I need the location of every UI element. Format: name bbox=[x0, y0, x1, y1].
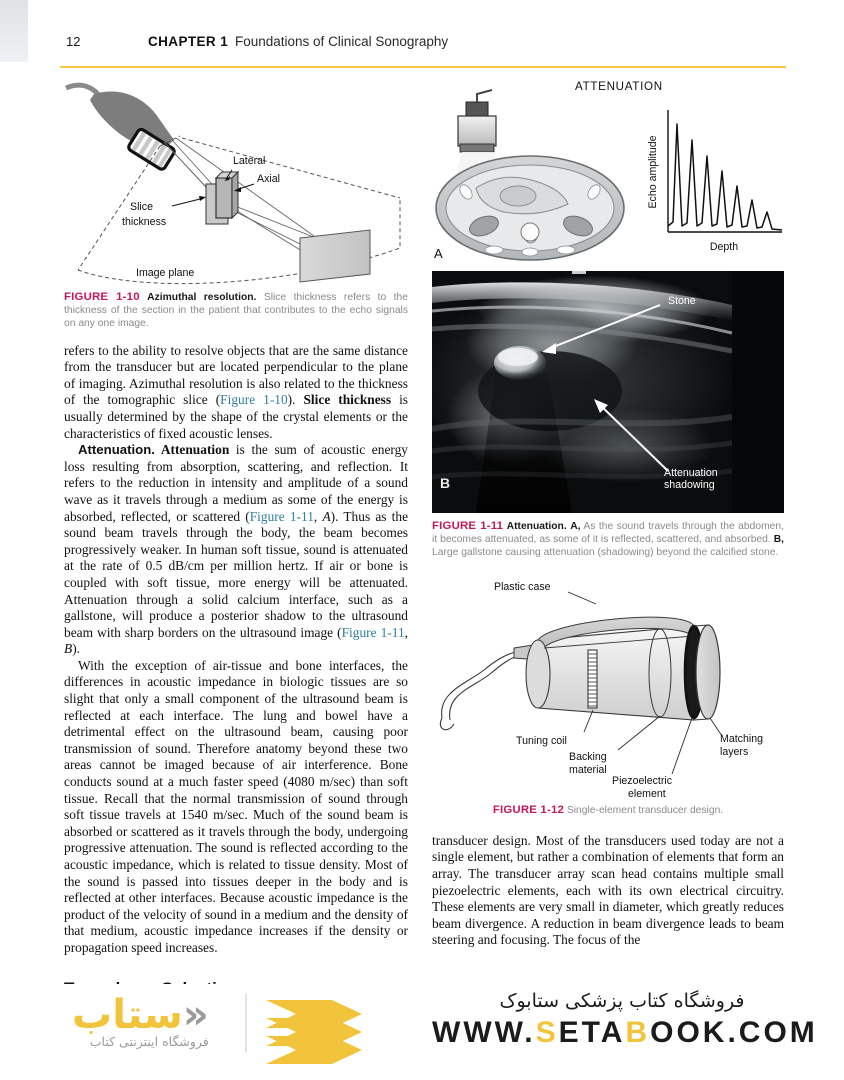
label-backing-material-1: Backing bbox=[569, 750, 607, 763]
p2-runin-head: Attenuation. bbox=[78, 442, 155, 458]
figure-1-10-title: Azimuthal resolution. bbox=[147, 292, 257, 303]
figure-1-12-artwork bbox=[432, 574, 784, 802]
panel-label-a: A bbox=[434, 246, 443, 261]
footer-watermark bbox=[0, 984, 844, 1080]
p2-part4: , bbox=[404, 624, 408, 640]
label-tuning-coil: Tuning coil bbox=[516, 734, 567, 747]
p1-part3: is usually determined by the shape of the crystal elements or the characteristics of fixed acoustic lenses. bbox=[64, 392, 409, 441]
figure-1-11-text-a: As the sound travels through the abdomen, it becomes attenuated, as some of it is reflected, scattered, and absorbed. bbox=[432, 521, 784, 546]
setabook-url bbox=[432, 1016, 818, 1050]
paragraph-transducer-array: transducer design. Most of the transducers used today are not a single element, but rather a combination of elements that form an array. The transducer array scan head contains multiple small piezoelectric elements, each with its own electrical circuitry. These elements are very small in diameter, which greatly reduces beam divergence. A reduction in beam divergence leads to beam steering and focusing. The focus of the bbox=[432, 832, 784, 948]
figure-1-10-number: FIGURE 1-10 bbox=[64, 291, 140, 303]
setabook-logo[interactable] bbox=[72, 992, 209, 1049]
setabook-logo-script: ستاب bbox=[72, 992, 183, 1038]
label-slice: Slice bbox=[130, 201, 153, 213]
figure-1-11-panel-a bbox=[432, 80, 784, 265]
p1-part1: refers to the ability to resolve objects that are the same distance from the transducer but are located perpendicular to the plane of imaging. Azimuthal resolution is also related to the thickness of the tomographic slice ( bbox=[64, 342, 408, 408]
label-backing-material-2: material bbox=[569, 763, 607, 776]
logo-divider bbox=[245, 994, 247, 1052]
label-matching-1: Matching bbox=[720, 732, 763, 745]
label-matching-2: layers bbox=[720, 745, 749, 758]
p2-term-attenuation: Attenuation bbox=[154, 442, 230, 458]
figure-1-10-artwork bbox=[64, 80, 408, 285]
figure-1-12-number: FIGURE 1-12 bbox=[492, 803, 565, 816]
abdomen-cross-section bbox=[436, 156, 624, 260]
label-thickness: thickness bbox=[122, 216, 167, 228]
attenuation-plot bbox=[647, 110, 782, 253]
matching-layer-face bbox=[696, 625, 720, 719]
setabook-tagline: فروشگاه کتاب پزشکی ستابوک bbox=[499, 990, 745, 1012]
url-suffix: OOK.COM bbox=[650, 1016, 818, 1049]
figure-1-10-text: Slice thickness refers to the thickness of the section in the patient that contributes to the echo signals on any one image. bbox=[64, 292, 408, 330]
figure-1-12-text: Single-element transducer design. bbox=[564, 804, 724, 816]
ultrasound-sector-overlay bbox=[432, 271, 784, 513]
ultrasound-label-stone: Stone bbox=[668, 295, 696, 307]
tuning-coil-element bbox=[588, 650, 597, 708]
label-axial: Axial bbox=[257, 173, 280, 185]
panel-label-b: B bbox=[440, 475, 451, 491]
running-head bbox=[0, 34, 844, 64]
figure-1-11-panel-a-tag: A, bbox=[570, 521, 581, 532]
figure-1-11-panel-b-tag: B, bbox=[773, 534, 784, 546]
figure-1-11-caption bbox=[432, 520, 784, 560]
label-piezoelectric-2: element bbox=[628, 787, 666, 800]
attenuation-chart-title: ATTENUATION bbox=[575, 80, 663, 93]
ultrasound-label-attenuation: Attenuation bbox=[664, 467, 718, 479]
p2-panel-a: A bbox=[322, 508, 331, 524]
p1-figure-ref[interactable]: Figure 1-10 bbox=[220, 392, 288, 408]
azimuthal-resolution-diagram bbox=[64, 80, 408, 285]
transducer-probe-icon bbox=[458, 90, 496, 152]
figure-1-11-number: FIGURE 1-11 bbox=[432, 520, 504, 532]
p2-part3: ). Thus as the sound beam travels through the body, the beam becomes progressively weaker. In human soft tissue, sound is attenuated at the rate of 0.5 dB/cm per million hertz. If air or bone is coupled with soft tissue, more energy will be attenuated. Attenuation through a solid calcium interface, such as a gallstone, will produce a posterior shadow to the ultrasound beam with sharp borders on the ultrasound image ( bbox=[64, 508, 409, 640]
p2-part2: , bbox=[313, 508, 323, 524]
figure-1-11-text-b: Large gallstone causing attenuation (shadowing) beyond the calcified stone. bbox=[432, 547, 779, 559]
paragraph-acoustic-impedance: With the exception of air-tissue and bone interfaces, the differences in acoustic impedance in biologic tissues are so slight that only a small component of the ultrasound beam is reflected at each interface. The lung and bowel have a detrimental effect on the ultrasound beam, causing poor transmission of sound. Therefore anatomy beyond these two areas cannot be imaged because of air interference. Bone conducts sound at a much faster speed (4080 m/sec) than soft tissue. Recall that the normal transmission of sound through soft tissue travels at 1540 m/sec. Much of the sound beam is absorbed or scattered as it travels through the body, undergoing progressive attenuation. The sound is reflected according to the acoustic impedance, which is related to tissue density. Most of the sound is passed into tissues deeper in the body and is reflected at other interfaces. Because acoustic impedance is the product of the velocity of sound in a medium and the density of that medium, acoustic impedance increases if the density or propagation speed increases. bbox=[64, 657, 408, 955]
url-prefix: WWW. bbox=[432, 1016, 536, 1049]
header-rule bbox=[60, 66, 786, 68]
chart-ylabel: Echo amplitude bbox=[647, 135, 659, 209]
p2-part1: is the sum of acoustic energy loss resulting from absorption, scattering, and reflection. It refers to the reduction in intensity and amplitude of a sound wave as it travels through a medium as some of the energy is absorbed, reflected, or scattered ( bbox=[64, 442, 408, 524]
p2-part5: ). bbox=[72, 641, 80, 657]
paragraph-attenuation bbox=[64, 442, 408, 658]
setabook-url-block[interactable] bbox=[432, 990, 818, 1050]
url-b: B bbox=[625, 1016, 651, 1049]
url-s: S bbox=[535, 1016, 559, 1049]
setabook-logo-subtitle: فروشگاه اینترنتی کتاب bbox=[89, 1034, 209, 1049]
paragraph-azimuthal bbox=[64, 343, 408, 443]
figure-1-10-caption bbox=[64, 291, 408, 331]
attenuation-diagram bbox=[432, 80, 784, 265]
chevron-stack-icon bbox=[262, 996, 412, 1071]
figure-1-11-title: Attenuation. bbox=[506, 521, 567, 532]
single-element-transducer-diagram bbox=[432, 574, 784, 802]
chart-xlabel: Depth bbox=[709, 241, 739, 253]
resolution-cell bbox=[206, 172, 238, 224]
setabook-logo-text: «ستاب bbox=[72, 992, 209, 1038]
url-eta: ETA bbox=[558, 1016, 626, 1049]
image-plane-shape bbox=[300, 230, 370, 282]
chapter-title: Foundations of Clinical Sonography bbox=[235, 34, 449, 49]
label-plastic-case: Plastic case bbox=[494, 580, 551, 593]
label-piezoelectric-1: Piezoelectric bbox=[612, 774, 673, 787]
p1-term-slice-thickness: Slice thickness bbox=[303, 392, 392, 408]
figure-1-12-caption bbox=[432, 804, 784, 817]
left-column bbox=[64, 80, 408, 999]
p2-figure-ref-b[interactable]: Figure 1-11 bbox=[341, 624, 405, 640]
label-image-plane: Image plane bbox=[136, 267, 195, 279]
chapter-label: CHAPTER 1 bbox=[148, 34, 229, 49]
page-spine-background bbox=[0, 0, 28, 1080]
p2-figure-ref-a[interactable]: Figure 1-11 bbox=[249, 508, 314, 524]
ultrasound-label-shadowing: shadowing bbox=[664, 479, 715, 491]
label-lateral: Lateral bbox=[233, 155, 266, 167]
p1-part2: ). bbox=[287, 392, 304, 408]
figure-1-11-panel-b-ultrasound-image bbox=[432, 271, 784, 513]
right-column bbox=[432, 80, 784, 949]
p2-panel-b: B bbox=[64, 641, 73, 657]
page-number: 12 bbox=[66, 34, 81, 49]
